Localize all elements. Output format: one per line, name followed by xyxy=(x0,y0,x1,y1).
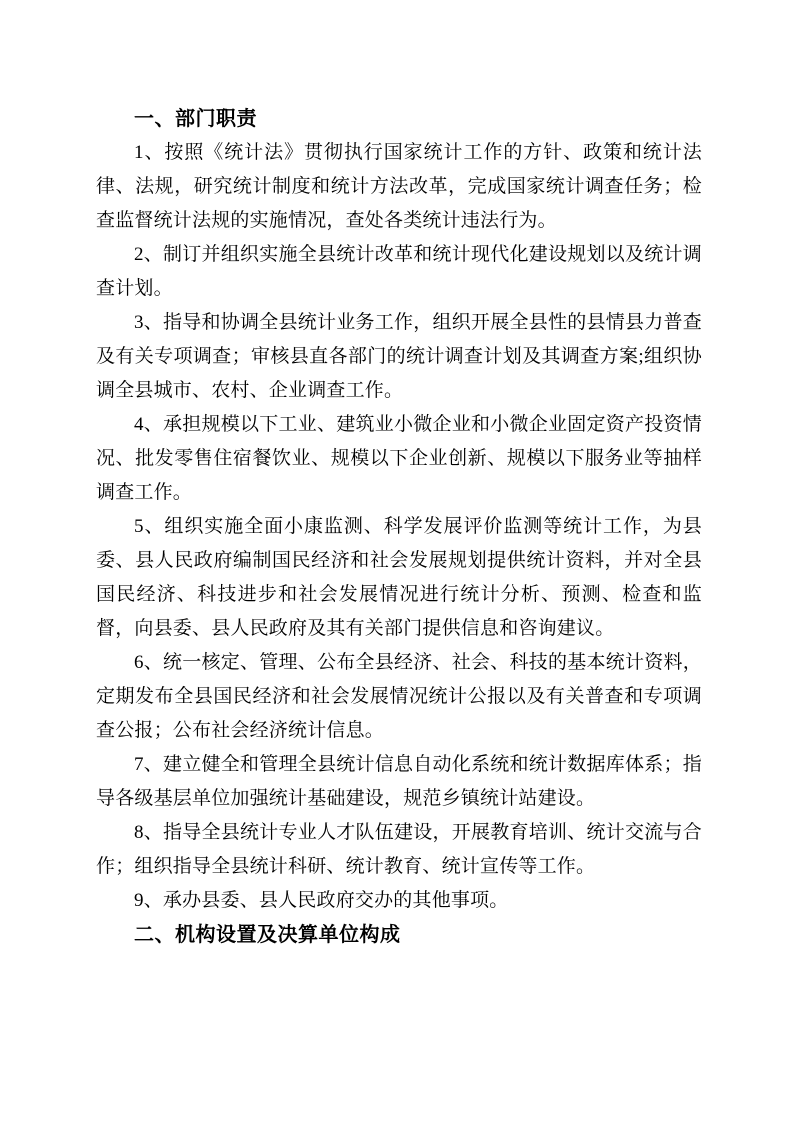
body-paragraph: 7、建立健全和管理全县统计信息自动化系统和统计数据库体系；指导各级基层单位加强统计基础建设，规范乡镇统计站建设。 xyxy=(96,754,702,809)
body-paragraph: 2、制订并组织实施全县统计改革和统计现代化建设规划以及统计调查计划。 xyxy=(96,244,702,299)
body-paragraph: 3、指导和协调全县统计业务工作，组织开展全县性的县情县力普查及有关专项调查；审核县直各部门的统计调查计划及其调查方案;组织协调全县城市、农村、企业调查工作。 xyxy=(96,312,702,401)
body-paragraph: 9、承办县委、县人民政府交办的其他事项。 xyxy=(134,890,509,911)
body-paragraph: 5、组织实施全面小康监测、科学发展评价监测等统计工作，为县委、县人民政府编制国民经济和社会发展规划提供统计资料，并对全县国民经济、科技进步和社会发展情况进行统计分析、预测、检查和监督，向县委、县人民政府及其有关部门提供信息和咨询建议。 xyxy=(96,516,702,639)
section-heading: 一、部门职责 xyxy=(134,108,257,130)
document-content xyxy=(96,102,702,952)
body-paragraph: 8、指导全县统计专业人才队伍建设，开展教育培训、统计交流与合作；组织指导全县统计科研、统计教育、统计宣传等工作。 xyxy=(96,822,702,877)
body-paragraph: 6、统一核定、管理、公布全县经济、社会、科技的基本统计资料，定期发布全县国民经济和社会发展情况统计公报以及有关普查和专项调查公报；公布社会经济统计信息。 xyxy=(96,652,702,741)
section-heading: 二、机构设置及决算单位构成 xyxy=(134,924,401,946)
body-paragraph: 4、承担规模以下工业、建筑业小微企业和小微企业固定资产投资情况、批发零售住宿餐饮业、规模以下企业创新、规模以下服务业等抽样调查工作。 xyxy=(96,414,702,503)
body-paragraph: 1、按照《统计法》贯彻执行国家统计工作的方针、政策和统计法律、法规，研究统计制度和统计方法改革，完成国家统计调查任务；检查监督统计法规的实施情况，查处各类统计违法行为。 xyxy=(96,142,702,231)
